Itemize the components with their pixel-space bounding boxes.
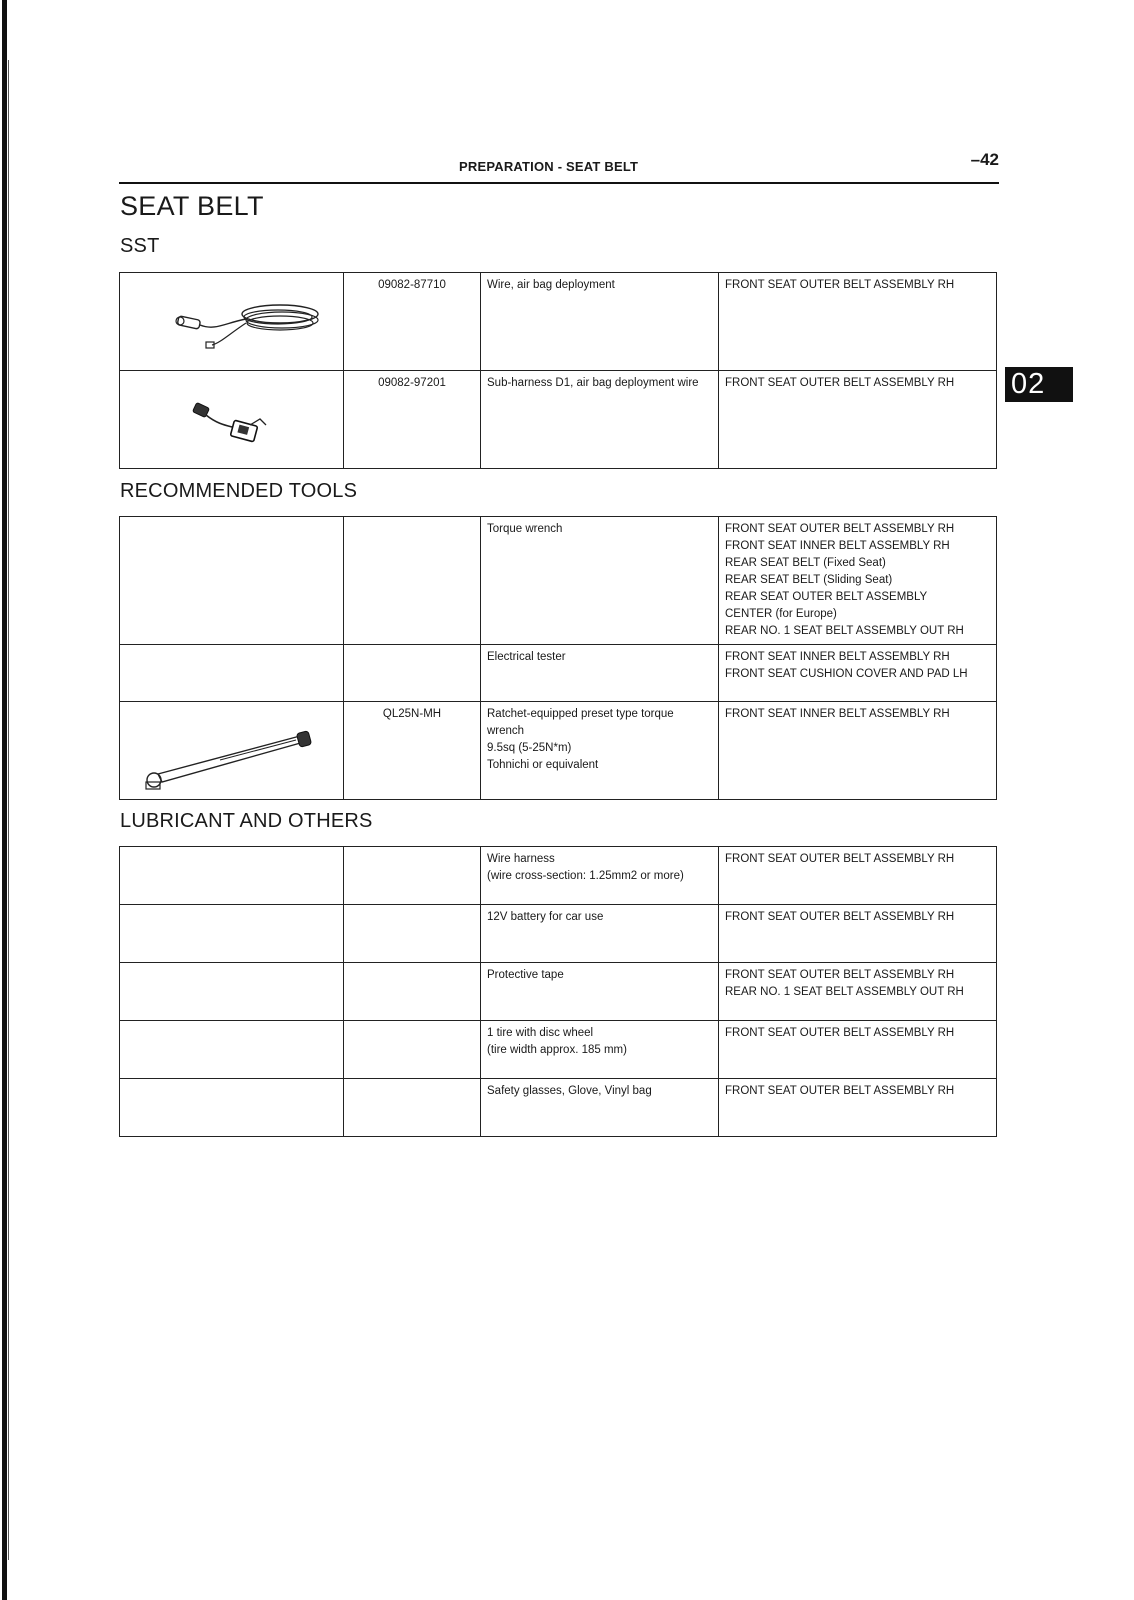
usage-cell: FRONT SEAT OUTER BELT ASSEMBLY RH	[719, 273, 997, 371]
table-row	[120, 1079, 997, 1137]
item-name: Safety glasses, Glove, Vinyl bag	[481, 1079, 719, 1137]
usage-cell: FRONT SEAT OUTER BELT ASSEMBLY RH	[719, 371, 997, 469]
item-name: 12V battery for car use	[481, 905, 719, 963]
part-number: QL25N-MH	[344, 702, 481, 800]
table-row	[120, 905, 997, 963]
table-row	[120, 847, 997, 905]
lubricant-table	[119, 846, 997, 1137]
table-row	[120, 963, 997, 1021]
illustration-cell	[120, 847, 344, 905]
illustration-cell	[120, 1079, 344, 1137]
part-number	[344, 963, 481, 1021]
part-number	[344, 645, 481, 702]
torque-wrench-illustration	[120, 702, 344, 800]
usage-cell: FRONT SEAT OUTER BELT ASSEMBLY RH FRONT SEAT INNER BELT ASSEMBLY RH REAR SEAT BELT (Fixed Seat) REAR SEAT BELT (Sliding Seat) REAR SEAT OUTER BELT ASSEMBLY CENTER (for Europe) REAR NO. 1 SEAT BELT ASSEMBLY OUT RH	[719, 517, 997, 645]
sst-heading: SST	[120, 235, 160, 257]
table-row	[120, 1021, 997, 1079]
usage-cell: FRONT SEAT OUTER BELT ASSEMBLY RH REAR NO. 1 SEAT BELT ASSEMBLY OUT RH	[719, 963, 997, 1021]
part-number: 09082-87710	[344, 273, 481, 371]
wire-harness-illustration	[120, 273, 344, 371]
part-number: 09082-97201	[344, 371, 481, 469]
header-title: PREPARATION - SEAT BELT	[459, 159, 639, 174]
table-row	[120, 371, 997, 469]
item-name: Wire harness (wire cross-section: 1.25mm2 or more)	[481, 847, 719, 905]
part-number	[344, 847, 481, 905]
part-number	[344, 905, 481, 963]
part-number	[344, 517, 481, 645]
binding-edge	[0, 0, 12, 1600]
binding-line	[2, 0, 7, 1600]
tool-name: Wire, air bag deployment	[481, 273, 719, 371]
tool-name: Sub-harness D1, air bag deployment wire	[481, 371, 719, 469]
binding-line-thin	[8, 60, 9, 1560]
usage-cell: FRONT SEAT OUTER BELT ASSEMBLY RH	[719, 847, 997, 905]
part-number	[344, 1021, 481, 1079]
illustration-cell	[120, 1021, 344, 1079]
recommended-tools-heading: RECOMMENDED TOOLS	[120, 480, 358, 502]
item-name: Protective tape	[481, 963, 719, 1021]
usage-cell: FRONT SEAT OUTER BELT ASSEMBLY RH	[719, 1079, 997, 1137]
illustration-cell	[120, 645, 344, 702]
illustration-cell	[120, 273, 344, 371]
illustration-cell	[120, 905, 344, 963]
sub-harness-illustration	[120, 371, 344, 469]
usage-cell: FRONT SEAT OUTER BELT ASSEMBLY RH	[719, 1021, 997, 1079]
chapter-tab-badge: 02	[1005, 367, 1073, 402]
illustration-cell	[120, 371, 344, 469]
item-name: 1 tire with disc wheel (tire width approx. 185 mm)	[481, 1021, 719, 1079]
sst-table	[119, 272, 997, 469]
table-row	[120, 702, 997, 800]
table-row	[120, 517, 997, 645]
part-number	[344, 1079, 481, 1137]
table-row	[120, 273, 997, 371]
section-title: SEAT BELT	[120, 191, 264, 221]
page-number: –42	[970, 150, 999, 169]
usage-cell: FRONT SEAT INNER BELT ASSEMBLY RH	[719, 702, 997, 800]
illustration-cell	[120, 517, 344, 645]
usage-cell: FRONT SEAT INNER BELT ASSEMBLY RH FRONT SEAT CUSHION COVER AND PAD LH	[719, 645, 997, 702]
recommended-tools-table	[119, 516, 997, 800]
tool-name: Torque wrench	[481, 517, 719, 645]
tool-name: Ratchet-equipped preset type torque wrench 9.5sq (5-25N*m) Tohnichi or equivalent	[481, 702, 719, 800]
illustration-cell	[120, 963, 344, 1021]
lubricant-heading: LUBRICANT AND OTHERS	[120, 810, 373, 832]
table-row	[120, 645, 997, 702]
illustration-cell	[120, 702, 344, 800]
page-header	[119, 150, 999, 184]
tool-name: Electrical tester	[481, 645, 719, 702]
usage-cell: FRONT SEAT OUTER BELT ASSEMBLY RH	[719, 905, 997, 963]
